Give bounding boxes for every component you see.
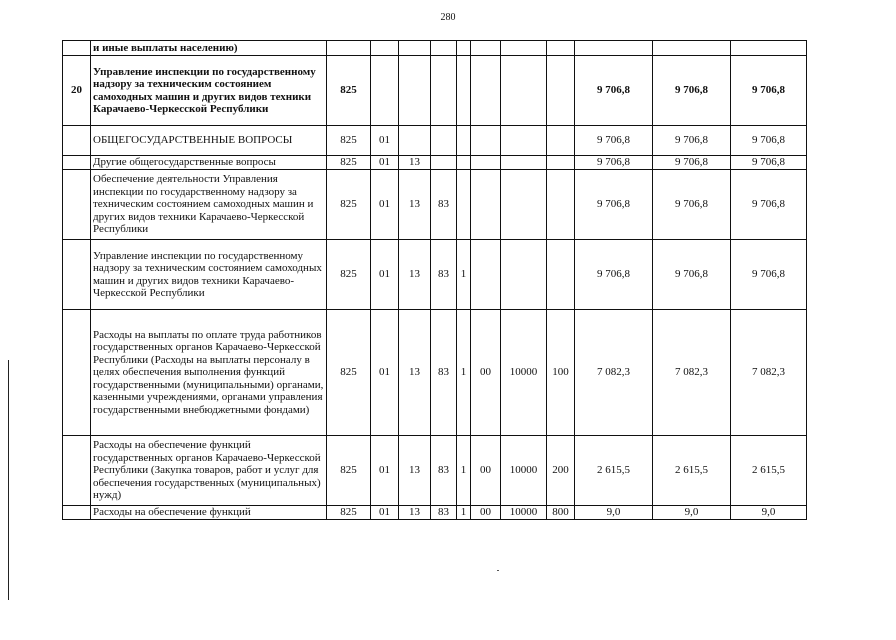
code-program xyxy=(431,56,457,126)
amount-year-1: 9 706,8 xyxy=(575,240,653,310)
amount-year-2: 9 706,8 xyxy=(653,156,731,170)
table-row xyxy=(63,41,807,56)
amount-year-1 xyxy=(575,41,653,56)
amount-year-3: 9,0 xyxy=(731,506,807,520)
row-number xyxy=(63,170,91,240)
table-row xyxy=(63,156,807,170)
row-name: Управление инспекции по государственному надзору за техническим состоянием самоходных машин и других видов техники Карачаево-Черкесской Республики xyxy=(91,240,327,310)
row-number: 20 xyxy=(63,56,91,126)
code-subsection xyxy=(399,41,431,56)
row-name: Расходы на обеспечение функций государственных органов Карачаево-Черкесской Республики (Закупка товаров, работ и услуг для обеспечения государственных (муниципальных) нужд) xyxy=(91,436,327,506)
table-row xyxy=(63,170,807,240)
amount-year-1: 9 706,8 xyxy=(575,156,653,170)
code-subsection: 13 xyxy=(399,240,431,310)
amount-year-1: 7 082,3 xyxy=(575,310,653,436)
amount-year-3: 9 706,8 xyxy=(731,156,807,170)
code-expense-type: 200 xyxy=(547,436,575,506)
code-subsection xyxy=(399,56,431,126)
code-section: 01 xyxy=(371,436,399,506)
row-number xyxy=(63,436,91,506)
code-expense: 10000 xyxy=(501,310,547,436)
table-row xyxy=(63,310,807,436)
code-expense-type xyxy=(547,240,575,310)
code-direction xyxy=(471,156,501,170)
code-subprogram xyxy=(457,56,471,126)
row-name: и иные выплаты населению) xyxy=(91,41,327,56)
code-grbs: 825 xyxy=(327,126,371,156)
amount-year-3: 2 615,5 xyxy=(731,436,807,506)
code-expense xyxy=(501,240,547,310)
amount-year-3 xyxy=(731,41,807,56)
table-row xyxy=(63,506,807,520)
page-number: 280 xyxy=(440,12,456,23)
amount-year-3: 9 706,8 xyxy=(731,126,807,156)
table-row xyxy=(63,56,807,126)
code-subprogram xyxy=(457,170,471,240)
code-section xyxy=(371,41,399,56)
code-grbs: 825 xyxy=(327,170,371,240)
code-subprogram: 1 xyxy=(457,436,471,506)
row-number xyxy=(63,240,91,310)
code-expense: 10000 xyxy=(501,506,547,520)
code-program xyxy=(431,126,457,156)
code-subprogram xyxy=(457,41,471,56)
row-name: Другие общегосударственные вопросы xyxy=(91,156,327,170)
scan-speck xyxy=(497,570,499,571)
amount-year-1: 9 706,8 xyxy=(575,126,653,156)
row-name: Расходы на обеспечение функций xyxy=(91,506,327,520)
code-subprogram xyxy=(457,126,471,156)
code-expense-type xyxy=(547,156,575,170)
amount-year-2: 9 706,8 xyxy=(653,240,731,310)
code-program: 83 xyxy=(431,170,457,240)
code-expense xyxy=(501,126,547,156)
budget-table xyxy=(62,40,807,520)
row-number xyxy=(63,156,91,170)
amount-year-2: 2 615,5 xyxy=(653,436,731,506)
code-grbs: 825 xyxy=(327,56,371,126)
code-expense: 10000 xyxy=(501,436,547,506)
amount-year-1: 2 615,5 xyxy=(575,436,653,506)
code-subprogram: 1 xyxy=(457,506,471,520)
code-program: 83 xyxy=(431,240,457,310)
code-grbs: 825 xyxy=(327,506,371,520)
code-expense-type: 800 xyxy=(547,506,575,520)
code-grbs xyxy=(327,41,371,56)
code-grbs: 825 xyxy=(327,240,371,310)
code-program xyxy=(431,41,457,56)
row-name: ОБЩЕГОСУДАРСТВЕННЫЕ ВОПРОСЫ xyxy=(91,126,327,156)
code-direction xyxy=(471,170,501,240)
code-grbs: 825 xyxy=(327,436,371,506)
scan-margin-line xyxy=(8,360,9,600)
code-subsection: 13 xyxy=(399,506,431,520)
code-expense-type: 100 xyxy=(547,310,575,436)
table-row xyxy=(63,240,807,310)
code-subprogram: 1 xyxy=(457,240,471,310)
code-direction xyxy=(471,126,501,156)
amount-year-2: 7 082,3 xyxy=(653,310,731,436)
amount-year-2: 9 706,8 xyxy=(653,126,731,156)
row-number xyxy=(63,41,91,56)
code-program: 83 xyxy=(431,506,457,520)
code-section xyxy=(371,56,399,126)
code-direction xyxy=(471,41,501,56)
code-section: 01 xyxy=(371,240,399,310)
code-direction: 00 xyxy=(471,436,501,506)
table-row xyxy=(63,436,807,506)
row-name: Расходы на выплаты по оплате труда работников государственных органов Карачаево-Черкесской Республики (Расходы на выплаты персоналу в целях обеспечения выполнения функций государственными (муниципальными) органами, казенными учреждениями, органами управления государственными внебюджетными фондами) xyxy=(91,310,327,436)
code-program: 83 xyxy=(431,310,457,436)
code-expense-type xyxy=(547,41,575,56)
code-subprogram: 1 xyxy=(457,310,471,436)
code-expense-type xyxy=(547,56,575,126)
code-expense-type xyxy=(547,126,575,156)
code-section: 01 xyxy=(371,126,399,156)
amount-year-1: 9,0 xyxy=(575,506,653,520)
amount-year-2 xyxy=(653,41,731,56)
code-expense xyxy=(501,56,547,126)
code-grbs: 825 xyxy=(327,156,371,170)
code-direction: 00 xyxy=(471,506,501,520)
code-direction xyxy=(471,56,501,126)
amount-year-3: 9 706,8 xyxy=(731,56,807,126)
row-name: Обеспечение деятельности Управления инспекции по государственному надзору за техническим состоянием самоходных машин и других видов техники Карачаево-Черкесской Республики xyxy=(91,170,327,240)
code-expense xyxy=(501,170,547,240)
row-name: Управление инспекции по государственному надзору за техническим состоянием самоходных машин и других видов техники Карачаево-Черкесской Республики xyxy=(91,56,327,126)
code-subprogram xyxy=(457,156,471,170)
code-section: 01 xyxy=(371,156,399,170)
code-program: 83 xyxy=(431,436,457,506)
amount-year-3: 7 082,3 xyxy=(731,310,807,436)
code-subsection: 13 xyxy=(399,310,431,436)
code-section: 01 xyxy=(371,506,399,520)
row-number xyxy=(63,506,91,520)
amount-year-1: 9 706,8 xyxy=(575,170,653,240)
code-section: 01 xyxy=(371,310,399,436)
code-expense-type xyxy=(547,170,575,240)
amount-year-2: 9 706,8 xyxy=(653,170,731,240)
code-expense xyxy=(501,41,547,56)
row-number xyxy=(63,310,91,436)
row-number xyxy=(63,126,91,156)
code-subsection: 13 xyxy=(399,170,431,240)
amount-year-3: 9 706,8 xyxy=(731,170,807,240)
code-expense xyxy=(501,156,547,170)
code-grbs: 825 xyxy=(327,310,371,436)
code-program xyxy=(431,156,457,170)
code-subsection: 13 xyxy=(399,436,431,506)
code-subsection xyxy=(399,126,431,156)
code-direction: 00 xyxy=(471,310,501,436)
code-section: 01 xyxy=(371,170,399,240)
amount-year-1: 9 706,8 xyxy=(575,56,653,126)
amount-year-2: 9,0 xyxy=(653,506,731,520)
table-row xyxy=(63,126,807,156)
code-subsection: 13 xyxy=(399,156,431,170)
amount-year-3: 9 706,8 xyxy=(731,240,807,310)
amount-year-2: 9 706,8 xyxy=(653,56,731,126)
code-direction xyxy=(471,240,501,310)
